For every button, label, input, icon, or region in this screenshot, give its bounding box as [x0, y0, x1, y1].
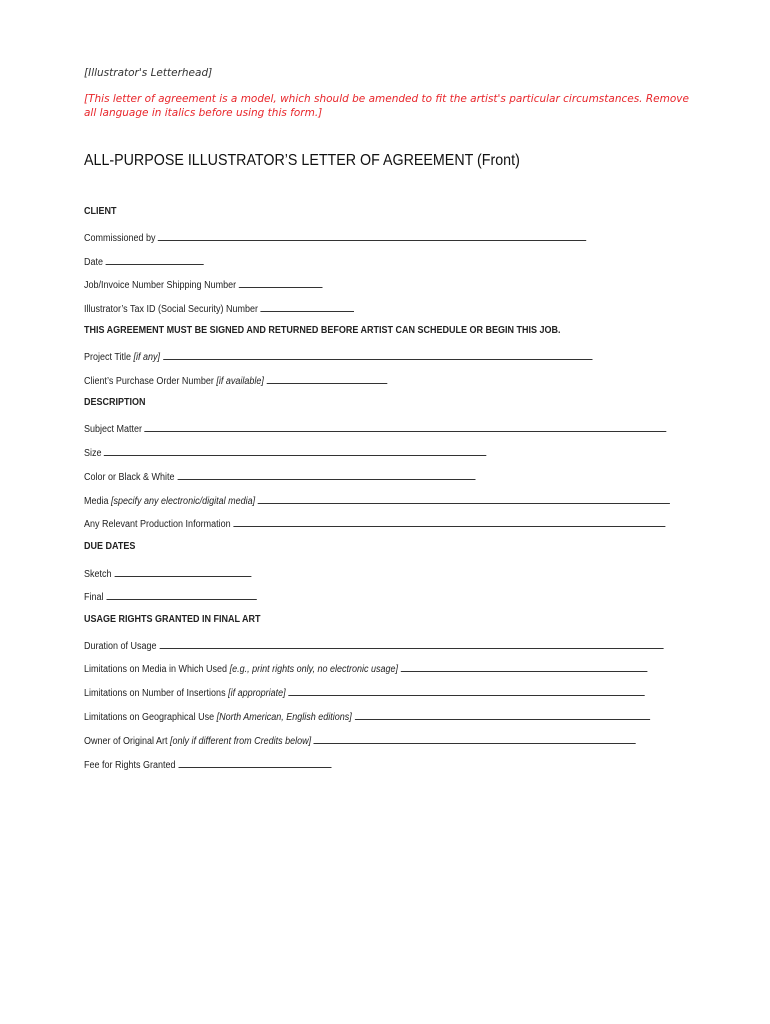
field-label: Media	[84, 496, 109, 507]
field-job-invoice	[84, 277, 322, 291]
field-tax-id	[84, 301, 354, 315]
field-label: Client’s Purchase Order Number	[84, 376, 214, 387]
blank-line[interactable]	[106, 589, 256, 600]
blank-line[interactable]	[104, 445, 487, 456]
blank-line[interactable]	[177, 469, 475, 480]
field-color	[84, 469, 475, 483]
field-label: Limitations on Geographical Use	[84, 712, 215, 723]
field-note: [only if different from Credits below]	[170, 736, 312, 747]
blank-line[interactable]	[267, 373, 388, 384]
field-label: Owner of Original Art	[84, 736, 168, 747]
field-label: Size	[84, 448, 102, 459]
section-description: DESCRIPTION	[84, 397, 146, 408]
blank-line[interactable]	[178, 757, 331, 768]
blank-line[interactable]	[163, 349, 592, 360]
field-label: Commissioned by	[84, 233, 156, 244]
field-limit-geo	[84, 709, 650, 723]
blank-line[interactable]	[159, 638, 663, 649]
letterhead-placeholder: [Illustrator's Letterhead]	[84, 67, 213, 79]
instruction-note: [This letter of agreement is a model, which should be amended to fit the artist's particular circumstances. Remove all language in italics before using this form.]	[84, 93, 689, 119]
blank-line[interactable]	[288, 685, 644, 696]
field-note: [if appropriate]	[228, 688, 286, 699]
field-owner	[84, 733, 636, 747]
field-fee	[84, 757, 331, 771]
field-note: [North American, English editions]	[216, 712, 352, 723]
document-title: ALL-PURPOSE ILLUSTRATOR’S LETTER OF AGREEMENT (Front)	[84, 152, 520, 169]
field-final	[84, 589, 257, 603]
field-label: Duration of Usage	[84, 641, 157, 652]
field-subject-matter	[84, 421, 667, 435]
field-label: Job/Invoice Number Shipping Number	[84, 280, 237, 291]
field-label: Color or Black & White	[84, 472, 175, 483]
field-media	[84, 493, 670, 507]
field-label: Final	[84, 592, 104, 603]
field-limit-insertions	[84, 685, 645, 699]
field-note: [if available]	[216, 376, 264, 387]
field-label: Illustrator’s Tax ID (Social Security) Number	[84, 304, 259, 315]
field-production-info	[84, 516, 665, 530]
field-label: Date	[84, 257, 104, 268]
blank-line[interactable]	[233, 516, 665, 527]
section-usage-rights: USAGE RIGHTS GRANTED IN FINAL ART	[84, 614, 261, 625]
blank-line[interactable]	[239, 277, 323, 288]
field-sketch	[84, 566, 251, 580]
blank-line[interactable]	[314, 733, 636, 744]
field-size	[84, 445, 487, 459]
section-client: CLIENT	[84, 206, 117, 217]
field-label: Limitations on Number of Insertions	[84, 688, 226, 699]
field-label: Subject Matter	[84, 424, 143, 435]
blank-line[interactable]	[261, 301, 355, 312]
field-duration	[84, 638, 663, 652]
field-note: [e.g., print rights only, no electronic usage]	[229, 664, 399, 675]
field-label: Fee for Rights Granted	[84, 760, 176, 771]
section-due-dates: DUE DATES	[84, 541, 136, 552]
blank-line[interactable]	[106, 254, 204, 265]
blank-line[interactable]	[258, 493, 670, 504]
blank-line[interactable]	[355, 709, 650, 720]
signing-notice: THIS AGREEMENT MUST BE SIGNED AND RETURNED BEFORE ARTIST CAN SCHEDULE OR BEGIN THIS JOB.	[84, 325, 561, 336]
blank-line[interactable]	[145, 421, 667, 432]
field-label: Any Relevant Production Information	[84, 519, 231, 530]
field-date	[84, 254, 204, 268]
field-note: [if any]	[133, 352, 161, 363]
field-label: Sketch	[84, 569, 112, 580]
field-note: [specify any electronic/digital media]	[111, 496, 256, 507]
field-label: Project Title	[84, 352, 132, 363]
blank-line[interactable]	[114, 566, 251, 577]
field-commissioned-by	[84, 230, 587, 244]
field-purchase-order	[84, 373, 387, 387]
field-limit-media	[84, 661, 647, 675]
field-label: Limitations on Media in Which Used	[84, 664, 228, 675]
blank-line[interactable]	[158, 230, 586, 241]
blank-line[interactable]	[401, 661, 648, 672]
field-project-title	[84, 349, 592, 363]
